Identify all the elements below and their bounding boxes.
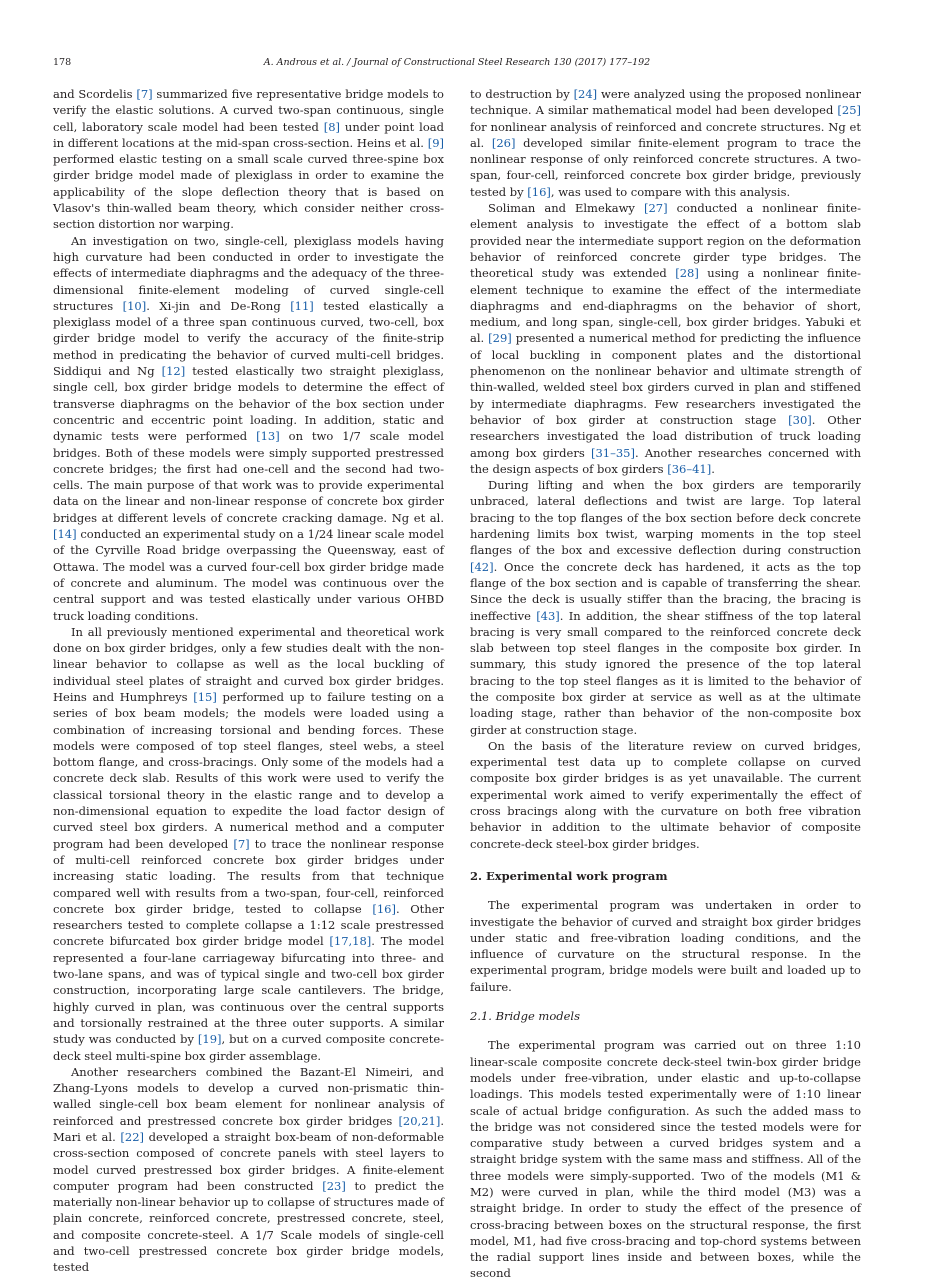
citation-link[interactable]: [27]: [643, 201, 668, 216]
subsection-heading: 2.1. Bridge models: [470, 1009, 580, 1024]
citation-link[interactable]: [23]: [322, 1178, 346, 1193]
paragraph: Soliman and Elmekawy [27] conducted a nonlinear finite-element analysis to investigate the effect of a bottom slab provided near the intermediate support region on the deformation behavior of reinforced concrete girder type bridges. The theoretical study was extended [28] using a nonlinear finite-element technique to examine the effect of the intermediate diaphragms and end-diaphragms on the behavior of short, medium, and long span, single-cell, box girder bridges. Yabuki et al. [29] presented a numerical method for predicting the influence of local buckling in component plates and the distortional phenomenon on the nonlinear behavior and ultimate strength of thin-walled, welded steel box girders curved in plan and stiffened by intermediate diaphragms. Few researchers investigated the behavior of box girder at construction stage [30]. Other researchers investigated the load distribution of truck loading among box girders [31–35]. Another researches concerned with the design aspects of box girders [36–41].: [470, 201, 861, 476]
citation-link[interactable]: [10]: [122, 298, 147, 313]
citation-link[interactable]: [15]: [193, 689, 217, 704]
page-number: 178: [53, 57, 72, 68]
citation-link[interactable]: [16]: [527, 184, 551, 199]
page-header: [53, 57, 861, 71]
citation-link[interactable]: [30]: [788, 412, 812, 427]
citation-link[interactable]: [13]: [256, 429, 280, 444]
citation-link[interactable]: [19]: [197, 1032, 222, 1047]
citation-link[interactable]: [20,21]: [398, 1113, 441, 1128]
citation-link[interactable]: [14]: [53, 527, 77, 542]
right-column: [470, 86, 861, 1282]
section-heading: 2. Experimental work program: [470, 868, 668, 883]
citation-link[interactable]: [31–35]: [590, 445, 635, 460]
citation-link[interactable]: [22]: [120, 1130, 145, 1144]
citation-link[interactable]: [8]: [323, 119, 341, 134]
paragraph: On the basis of the literature review on curved bridges, experimental test data up to complete collapse on curved composite box girder bridges is as yet unavailable. The current experimental work aimed to verify experimentally the effect of cross bracings along with the curvature on both free vibration behavior in addition to the ultimate behavior of composite concrete-deck steel-box girder bridges.: [470, 738, 861, 851]
running-head: A. Androus et al. / Journal of Constructional Steel Research 130 (2017) 177–192: [263, 57, 651, 68]
citation-link[interactable]: [43]: [536, 608, 560, 623]
citation-link[interactable]: [12]: [161, 364, 186, 379]
paragraph: During lifting and when the box girders are temporarily unbraced, lateral deflections and twist are large. Top lateral bracing to the top flanges of the box section before deck concrete hardening limits box twist, warping moments in the top steel flanges of the box and excessive deflection during construction [42]. Once the concrete deck has hardened, it acts as the top flange of the box section and is capable of transferring the shear. Since the deck is usually stiffer than the bracing, the bracing is ineffective [43]. In addition, the shear stiffness of the top lateral bracing is very small compared to the reinforced concrete deck slab between top steel flanges in the composite box girder. In summary, this study ignored the presence of the top lateral bracing to the top steel flanges as it is limited to the behavior of the composite box girder at service as well as at the ultimate loading stage, rather than behavior of the non-composite box girder at construction stage.: [470, 478, 861, 737]
citation-link[interactable]: [36–41]: [667, 461, 712, 476]
paragraph: Another researchers combined the Bazant-El Nimeiri, and Zhang-Lyons models to develop a curved non-prismatic thin-walled single-cell box beam element for nonlinear analysis of reinforced and prestressed concrete box girder bridges [20,21]. Mari et al. [22] developed a straight box-beam of non-deformable cross-section composed of concrete panels with steel layers to model curved prestressed box girder bridges. A finite-element computer program had been constructed [23] to predict the materially non-linear behavior up to collapse of structures made of plain concrete, reinforced concrete, prestressed concrete, steel, and composite concrete-steel. A 1/7 Scale models of single-cell and two-cell prestressed concrete box girder bridge models, tested: [53, 1064, 445, 1275]
citation-link[interactable]: [16]: [372, 901, 396, 916]
paragraph: and Scordelis [7] summarized five representative bridge models to verify the elastic solutions. A curved two-span continuous, single cell, laboratory scale model had been tested [8] under point load in different locations at the mid-span cross-section. Heins et al. [9] performed elastic testing on a small scale curved three-spine box girder bridge model made of plexiglass in order to examine the applicability of the slope deflection theory that is based on Vlasov's thin-walled beam theory, which consider neither cross-section distortion nor warping.: [53, 87, 444, 232]
citation-link[interactable]: [29]: [488, 331, 512, 346]
citation-link[interactable]: [25]: [837, 103, 861, 118]
citation-link[interactable]: [7]: [136, 87, 153, 101]
citation-link[interactable]: [28]: [675, 266, 699, 281]
citation-link[interactable]: [42]: [470, 559, 494, 574]
paragraph: An investigation on two, single-cell, plexiglass models having high curvature had been conducted in order to investigate the effects of intermediate diaphragms and the adequacy of the three-dimensional finite-element modeling of curved single-cell structures [10]. Xi-jin and De-Rong [11] tested elastically a plexiglass model of a three span continuous curved, two-cell, box girder bridge model to verify the accuracy of the finite-strip method in predicating the behavior of curved multi-cell bridges. Siddiqui and Ng [12] tested elastically two straight plexiglass, single cell, box girder bridge models to determine the effect of transverse diaphragms on the behavior of the box section under concentric and eccentric point loading. In addition, static and dynamic tests were performed [13] on two 1/7 scale model bridges. Both of these models were simply supported prestressed concrete bridges; the first had one-cell and the second had two-cells. The main purpose of that work was to provide experimental data on the linear and non-linear response of concrete box girder bridges at different levels of concrete cracking damage. Ng et al. [14] conducted an experimental study on a 1/24 linear scale model of the Cyrville Road bridge overpassing the Queensway, east of Ottawa. The model was a curved four-cell box girder bridge made of concrete and aluminum. The model was continuous over the central support and was tested elastically under various OHBD truck loading conditions.: [53, 233, 445, 623]
citation-link[interactable]: [17,18]: [329, 934, 372, 949]
citation-link[interactable]: [26]: [491, 135, 516, 150]
citation-link[interactable]: [11]: [290, 298, 314, 313]
paragraph: The experimental program was carried out on three 1:10 linear-scale composite concrete deck-steel twin-box girder bridge models under free-vibration, under elastic and up-to-collapse loadings. This models tested experimentally were of 1:10 linear scale of actual bridge configuration. As such the added mass to the bridge was not considered since the tested models were for comparative study between a curved bridges system and a straight bridge system with the same mass and stiffness. All of the three models were simply-supported. Two of the models (M1 & M2) were curved in plan, while the third model (M3) was a straight bridge. In order to study the effect of the presence of cross-bracing between boxes on the structural response, the first model, M1, had five cross-bracing and top-chord systems between the radial support lines inside and between boxes, while the second: [470, 1038, 861, 1281]
paragraph: to destruction by [24] were analyzed using the proposed nonlinear technique. A similar mathematical model had been developed [25] for nonlinear analysis of reinforced and concrete structures. Ng et al. [26] developed similar finite-element program to trace the nonlinear response of only reinforced concrete structures. A two-span, four-cell, reinforced concrete box girder bridge, previously tested by [16], was used to compare with this analysis.: [470, 87, 861, 199]
citation-link[interactable]: [9]: [427, 135, 444, 150]
paragraph: The experimental program was undertaken in order to investigate the behavior of curved and straight box girder bridges under static and free-vibration loading conditions, and the influence of curvature on the structural response. In the experimental program, bridge models were built and loaded up to failure.: [470, 898, 861, 994]
citation-link[interactable]: [24]: [573, 87, 598, 101]
paragraph: In all previously mentioned experimental and theoretical work done on box girder bridges, only a few studies dealt with the non-linear behavior to collapse as well as the local buckling of individual steel plates of straight and curved box girder bridges. Heins and Humphreys [15] performed up to failure testing on a series of box beam models; the models were loaded using a combination of increasing torsional and bending forces. These models were composed of top steel flanges, steel webs, a steel bottom flange, and cross-bracings. Only some of the models had a concrete deck slab. Results of this work were used to verify the classical torsional theory in the elastic range and to develop a non-dimensional equation to expedite the load factor design of curved steel box girders. A numerical method and a computer program had been developed [7] to trace the nonlinear response of multi-cell reinforced concrete box girder bridges under increasing static loading. The results from that technique compared well with results from a two-span, four-cell, reinforced concrete box girder bridge, tested to collapse [16]. Other researchers tested to complete collapse a 1:12 scale prestressed concrete bifurcated box girder bridge model [17,18]. The model represented a four-lane carriageway bifurcating into three- and two-lane spans, and was of typical single and two-cell box girder construction, incorporating large scale cantilevers. The bridge, highly curved in plan, was continuous over the central supports and torsionally restrained at the three outer supports. A similar study was conducted by [19], but on a curved composite concrete-deck steel multi-spine box girder assemblage.: [53, 624, 445, 1063]
citation-link[interactable]: [7]: [233, 836, 250, 851]
left-column: [53, 86, 444, 1276]
